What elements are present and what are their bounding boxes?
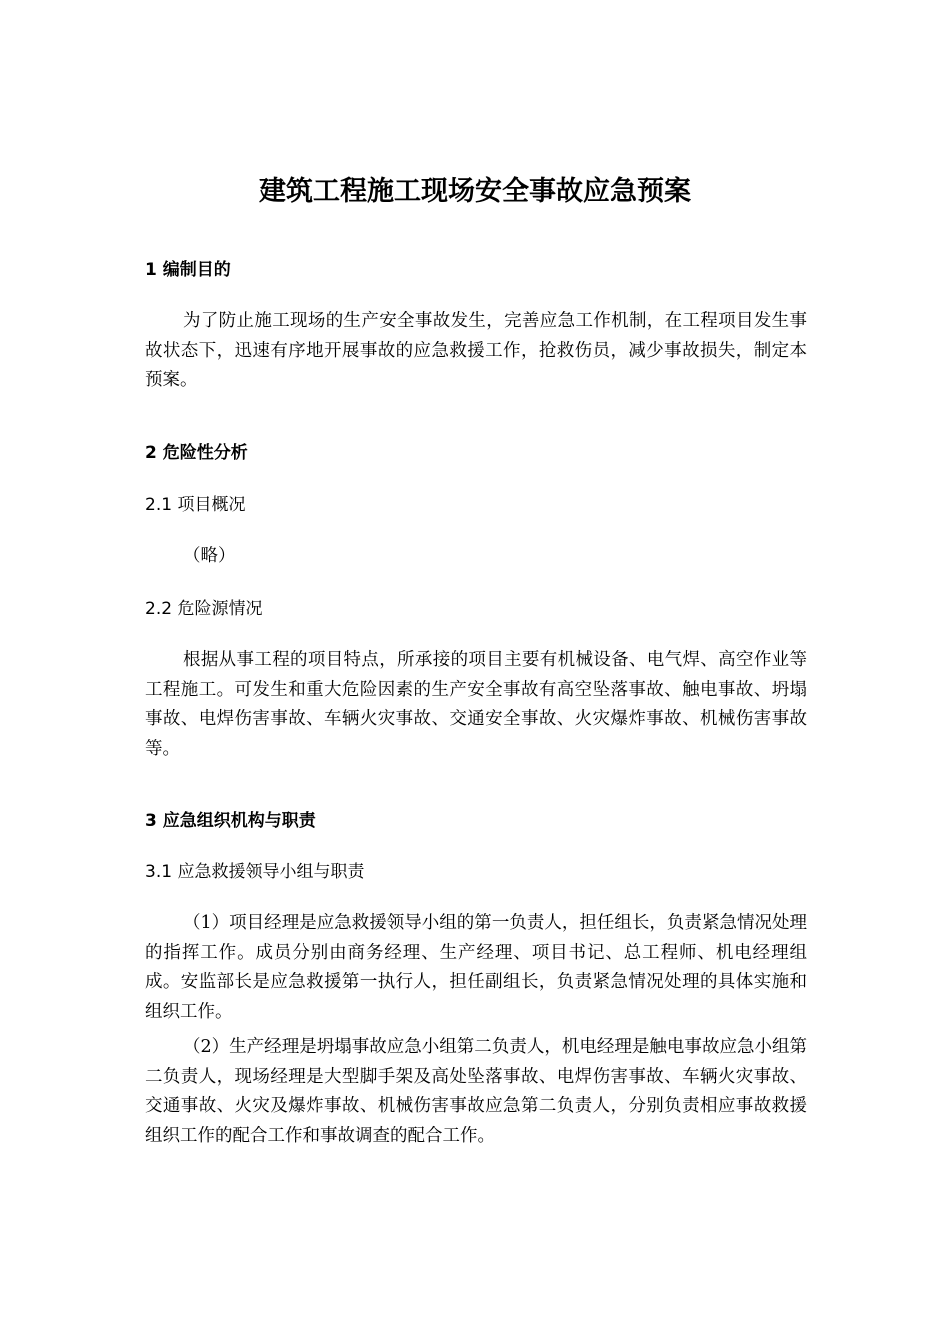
section-heading-1: 1 编制目的 [145,260,231,280]
section-heading-2: 2 危险性分析 [145,443,248,463]
subsection-2-2-paragraph: 根据从事工程的项目特点，所承接的项目主要有机械设备、电气焊、高空作业等工程施工。可发生和重大危险因素的生产安全事故有高空坠落事故、触电事故、坍塌事故、电焊伤害事故、车辆火灾事故、交通安全事故、火灾爆炸事故、机械伤害事故等。 [145,650,807,759]
subsection-heading-2-2: 2.2 危险源情况 [145,599,263,619]
subsection-2-1-note: （略） [183,546,236,566]
subsection-3-1-paragraph-2: （2）生产经理是坍塌事故应急小组第二负责人，机电经理是触电事故应急小组第二负责人，现场经理是大型脚手架及高处坠落事故、电焊伤害事故、车辆火灾事故、交通事故、火灾及爆炸事故、机械伤害事故应急第二负责人，分别负责相应事故救援组织工作的配合工作和事故调查的配合工作。 [145,1037,807,1146]
document-title: 建筑工程施工现场安全事故应急预案 [259,176,691,207]
subsection-heading-2-1: 2.1 项目概况 [145,495,246,515]
section-1-paragraph: 为了防止施工现场的生产安全事故发生，完善应急工作机制，在工程项目发生事故状态下，迅速有序地开展事故的应急救援工作，抢救伤员，减少事故损失，制定本预案。 [145,311,807,390]
subsection-3-1-paragraph-1: （1）项目经理是应急救援领导小组的第一负责人，担任组长，负责紧急情况处理的指挥工作。成员分别由商务经理、生产经理、项目书记、总工程师、机电经理组成。安监部长是应急救援第一执行人，担任副组长，负责紧急情况处理的具体实施和组织工作。 [145,913,807,1022]
section-heading-3: 3 应急组织机构与职责 [145,811,316,831]
subsection-heading-3-1: 3.1 应急救援领导小组与职责 [145,862,365,882]
